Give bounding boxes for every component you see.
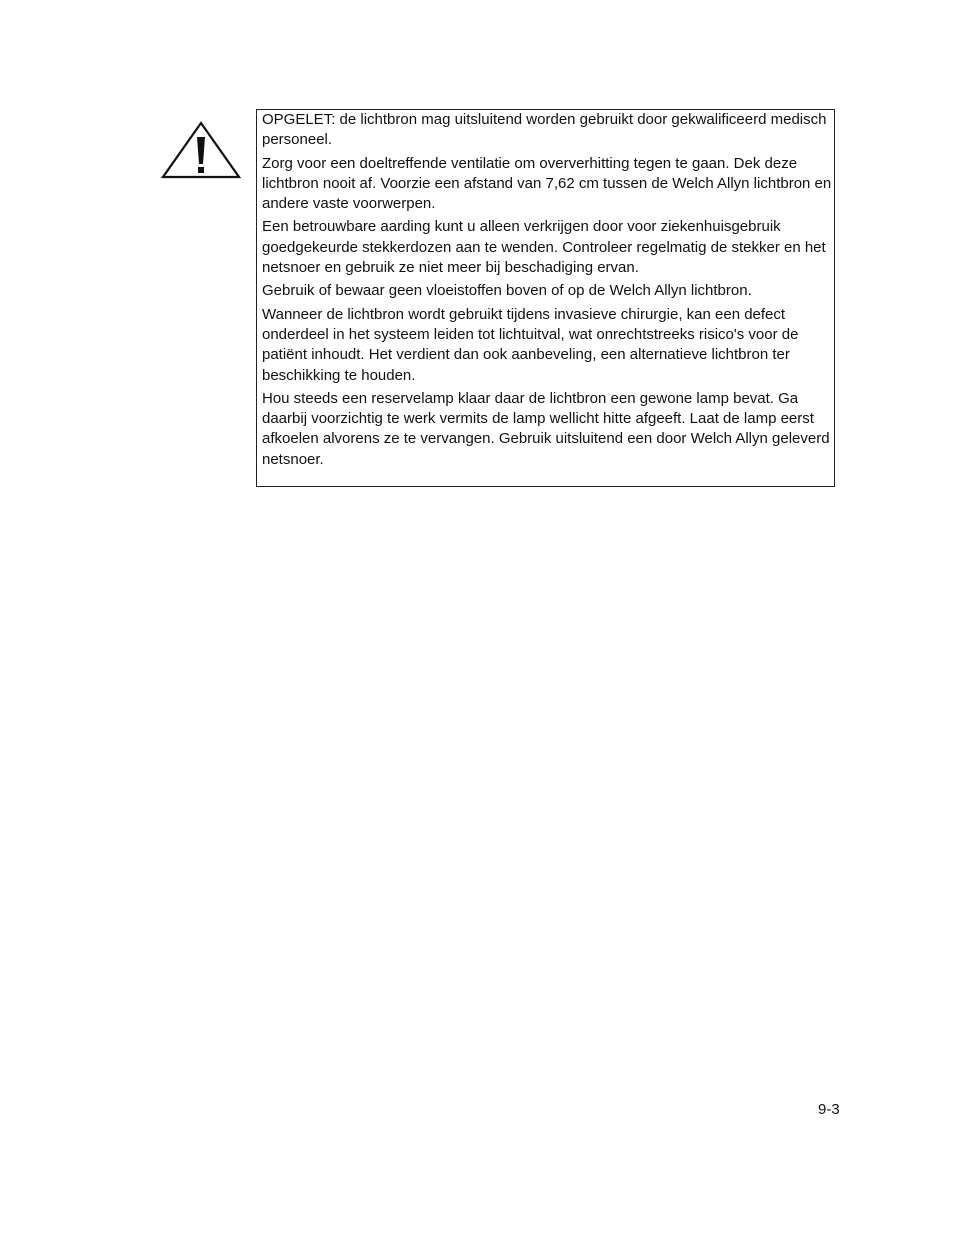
warning-triangle-icon — [161, 120, 241, 180]
warning-paragraph-invasive-surgery: Wanneer de lichtbron wordt gebruikt tijdens invasieve chirurgie, kan een defect onderdeel in het systeem leiden tot lichtuitval, wat onrechtstreeks risico's voor de patiënt inhoudt. Het verdient dan ook aanbeveling, een alternatieve lichtbron ter beschikking te houden. — [262, 305, 799, 384]
warning-paragraph-grounding: Een betrouwbare aarding kunt u alleen verkrijgen door voor ziekenhuisgebruik goedgekeurde stekkerdozen aan te wenden. Controleer regelmatig de stekker en het netsnoer en gebruik ze niet meer bij beschadiging ervan. — [262, 218, 826, 277]
warning-paragraph-qualified-staff: OPGELET: de lichtbron mag uitsluitend worden gebruikt door gekwalificeerd medisch personeel. — [262, 111, 827, 149]
warning-notice-box — [256, 109, 835, 487]
warning-paragraph-liquids: Gebruik of bewaar geen vloeistoffen boven of op de Welch Allyn lichtbron. — [262, 282, 752, 300]
warning-paragraph-spare-lamp: Hou steeds een reservelamp klaar daar de lichtbron een gewone lamp bevat. Ga daarbij voorzichtig te werk vermits de lamp wellicht hitte afgeeft. Laat de lamp eerst afkoelen alvorens ze te vervangen. Gebruik uitsluitend een door Welch Allyn geleverd netsnoer. — [262, 389, 830, 468]
page-number: 9-3 — [818, 1101, 840, 1118]
warning-paragraph-ventilation: Zorg voor een doeltreffende ventilatie om oververhitting tegen te gaan. Dek deze lichtbron nooit af. Voorzie een afstand van 7,62 cm tussen de Welch Allyn lichtbron en andere vaste voorwerpen. — [262, 154, 832, 213]
